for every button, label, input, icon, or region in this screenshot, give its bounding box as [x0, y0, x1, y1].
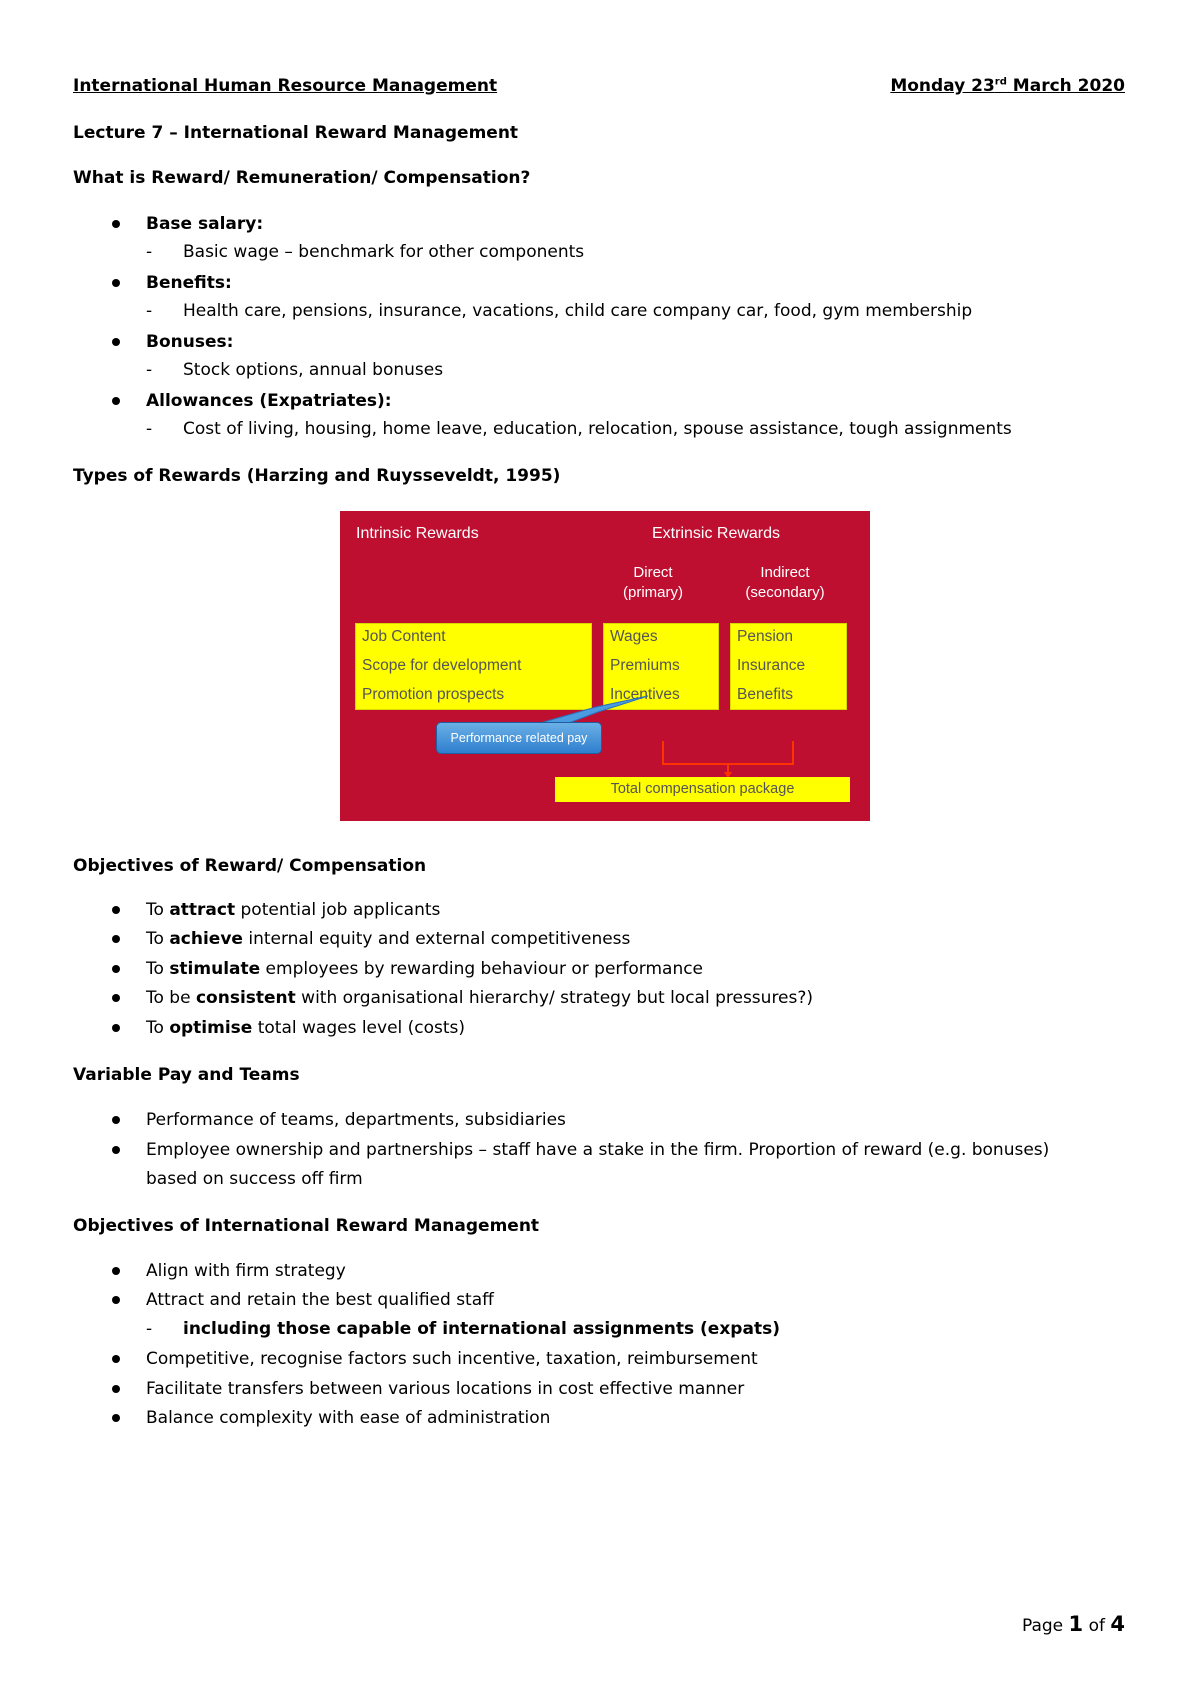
bullet-icon [112, 279, 120, 287]
dash-icon: - [146, 301, 153, 321]
heading-types-of-rewards: Types of Rewards (Harzing and Ruysseveldt, 1995) [73, 466, 561, 486]
reward-item-label: Base salary: [146, 214, 264, 234]
bullet-icon [112, 1355, 120, 1363]
dash-icon: - [146, 242, 153, 262]
indirect-line1: Indirect [760, 564, 810, 581]
direct-item: Incentives [610, 686, 680, 703]
lecture-date [890, 76, 1125, 96]
page-number: Page 1 of 4 [1021, 1612, 1125, 1636]
bracket-connector [663, 741, 793, 764]
reward-item-label: Bonuses: [146, 332, 234, 352]
bullet-icon [112, 965, 120, 973]
objective-item: To optimise total wages level (costs) [146, 1018, 466, 1038]
dash-icon: - [146, 360, 153, 380]
bullet-icon [112, 1385, 120, 1393]
bullet-icon [112, 1146, 120, 1154]
reward-item-label: Allowances (Expatriates): [146, 391, 392, 411]
reward-item-detail: Cost of living, housing, home leave, education, relocation, spouse assistance, tough assignments [183, 419, 1012, 439]
direct-item: Wages [610, 628, 658, 645]
direct-line1: Direct [633, 564, 673, 581]
rewards-diagram [340, 511, 870, 821]
lecture-title: Lecture 7 – International Reward Management [73, 123, 519, 143]
bullet-icon [112, 1296, 120, 1304]
direct-item: Premiums [610, 657, 680, 674]
intrinsic-item: Scope for development [362, 657, 522, 674]
date-suffix: March 2020 [1006, 76, 1125, 96]
international-subitem: including those capable of international assignments (expats) [183, 1319, 780, 1339]
dash-icon: - [146, 1319, 153, 1339]
heading-international-objectives: Objectives of International Reward Management [73, 1216, 540, 1236]
variable-item-continuation: based on success off firm [146, 1169, 363, 1189]
objective-item: To achieve internal equity and external competitiveness [146, 929, 631, 949]
bullet-icon [112, 1116, 120, 1124]
variable-item: Employee ownership and partnerships – staff have a stake in the firm. Proportion of reward (e.g. bonuses) [146, 1140, 1050, 1160]
international-item: Balance complexity with ease of administration [146, 1408, 551, 1428]
indirect-item: Insurance [737, 657, 806, 674]
objective-item: To stimulate employees by rewarding behaviour or performance [146, 959, 704, 979]
direct-line2: (primary) [623, 584, 683, 601]
reward-item-detail: Health care, pensions, insurance, vacations, child care company car, food, gym membership [183, 301, 973, 321]
reward-item-label: Benefits: [146, 273, 232, 293]
international-item: Facilitate transfers between various locations in cost effective manner [146, 1379, 745, 1399]
reward-item-detail: Basic wage – benchmark for other components [183, 242, 585, 262]
objective-item: To be consistent with organisational hierarchy/ strategy but local pressures?) [146, 988, 814, 1008]
international-item: Attract and retain the best qualified staff [146, 1290, 494, 1310]
bullet-icon [112, 220, 120, 228]
intrinsic-item: Promotion prospects [362, 686, 505, 703]
indirect-line2: (secondary) [745, 584, 825, 601]
bullet-icon [112, 1267, 120, 1275]
date-superscript: rd [994, 76, 1007, 88]
diagram-connectors [340, 511, 870, 821]
bullet-icon [112, 1414, 120, 1422]
bullet-icon [112, 935, 120, 943]
date-prefix: Monday 23 [890, 76, 995, 96]
bullet-icon [112, 338, 120, 346]
reward-item-detail: Stock options, annual bonuses [183, 360, 444, 380]
course-title: International Human Resource Management [73, 76, 498, 96]
heading-what-is-reward: What is Reward/ Remuneration/ Compensation? [73, 168, 531, 188]
intrinsic-item: Job Content [362, 628, 446, 645]
total-compensation-box: Total compensation package [555, 777, 850, 802]
bullet-icon [112, 397, 120, 405]
bullet-icon [112, 1024, 120, 1032]
international-item: Align with firm strategy [146, 1261, 346, 1281]
indirect-item: Benefits [737, 686, 794, 703]
variable-item: Performance of teams, departments, subsidiaries [146, 1110, 566, 1130]
international-item: Competitive, recognise factors such incentive, taxation, reimbursement [146, 1349, 758, 1369]
bullet-icon [112, 906, 120, 914]
heading-objectives: Objectives of Reward/ Compensation [73, 856, 427, 876]
intrinsic-title: Intrinsic Rewards [356, 525, 479, 542]
heading-variable-pay: Variable Pay and Teams [73, 1065, 300, 1085]
indirect-item: Pension [737, 628, 794, 645]
dash-icon: - [146, 419, 153, 439]
extrinsic-title: Extrinsic Rewards [652, 525, 781, 542]
performance-related-pay-callout: Performance related pay [436, 722, 602, 754]
bullet-icon [112, 994, 120, 1002]
objective-item: To attract potential job applicants [146, 900, 441, 920]
